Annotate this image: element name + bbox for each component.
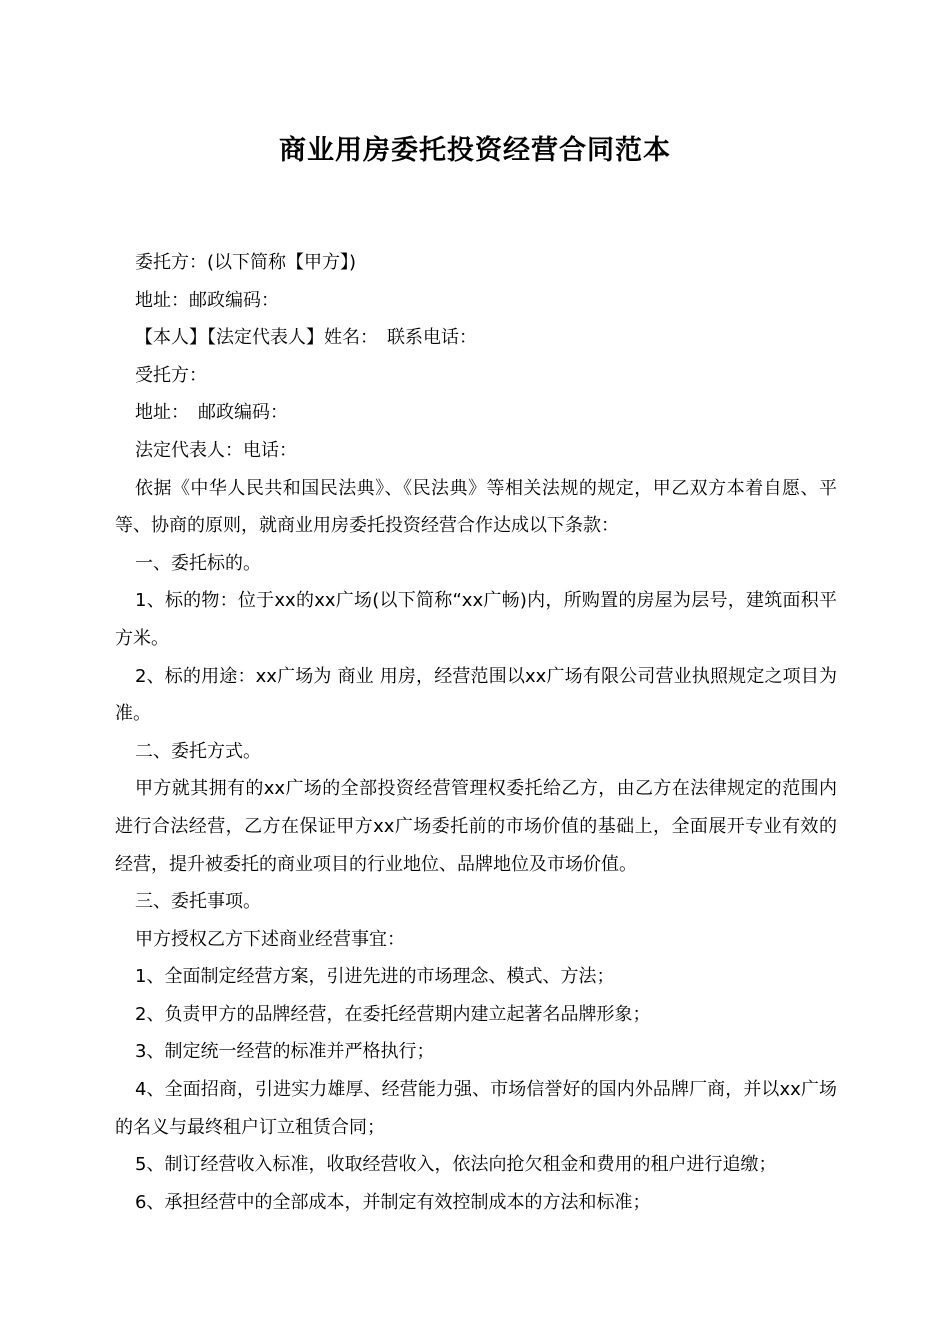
clause-1-1: 1、标的物：位于xx的xx广场(以下简称“xx广畅)内，所购置的房屋为层号，建筑面积平方米。: [115, 590, 837, 649]
clause-3-5: 5、制订经营收入标准，收取经营收入，依法向抢欠租金和费用的租户进行追缴；: [135, 1154, 777, 1176]
clause-client: 委托方：(以下简称【甲方】): [135, 252, 357, 273]
clause-trustee-representative: 法定代表人：电话：: [135, 439, 297, 461]
section-heading-1: 一、委托标的。: [135, 552, 261, 574]
clause-client-representative: 【本人】【法定代表人】姓名： 联系电话：: [135, 327, 477, 349]
clause-3-3: 3、制定统一经营的标准并严格执行；: [135, 1041, 435, 1063]
section-heading-2: 二、委托方式。: [135, 740, 261, 762]
clause-trustee: 受托方：: [135, 364, 207, 386]
document-body: [115, 244, 837, 1221]
clause-3-6: 6、承担经营中的全部成本，并制定有效控制成本的方法和标准；: [135, 1191, 651, 1213]
clause-3-1: 1、全面制定经营方案，引进先进的市场理念、模式、方法；: [135, 966, 615, 988]
clause-client-address: 地址：邮政编码：: [135, 289, 279, 311]
clause-trustee-address: 地址： 邮政编码：: [135, 402, 288, 424]
clause-preamble: 依据《中华人民共和国民法典》、《民法典》等相关法规的规定，甲乙双方本着自愿、平等、协商的原则，就商业用房委托投资经营合作达成以下条款：: [115, 477, 837, 537]
clause-3-intro: 甲方授权乙方下述商业经营事宜：: [135, 928, 405, 950]
clause-1-2: 2、标的用途：xx广场为 商业 用房，经营范围以xx广场有限公司营业执照规定之项目为准。: [115, 665, 837, 725]
section-heading-3: 三、委托事项。: [135, 891, 261, 913]
clause-2: 甲方就其拥有的xx广场的全部投资经营管理权委托给乙方，由乙方在法律规定的范围内进行合法经营，乙方在保证甲方xx广场委托前的市场价值的基础上，全面展开专业有效的经营，提升被委托的商业项目的行业地位、品牌地位及市场价值。: [115, 778, 837, 875]
document-title: 商业用房委托投资经营合同范本: [279, 135, 671, 166]
clause-3-2: 2、负责甲方的品牌经营，在委托经营期内建立起著名品牌形象；: [135, 1003, 651, 1025]
clause-3-4: 4、全面招商，引进实力雄厚、经营能力强、市场信誉好的国内外品牌厂商，并以xx广场的名义与最终租户订立租赁合同；: [115, 1079, 837, 1138]
